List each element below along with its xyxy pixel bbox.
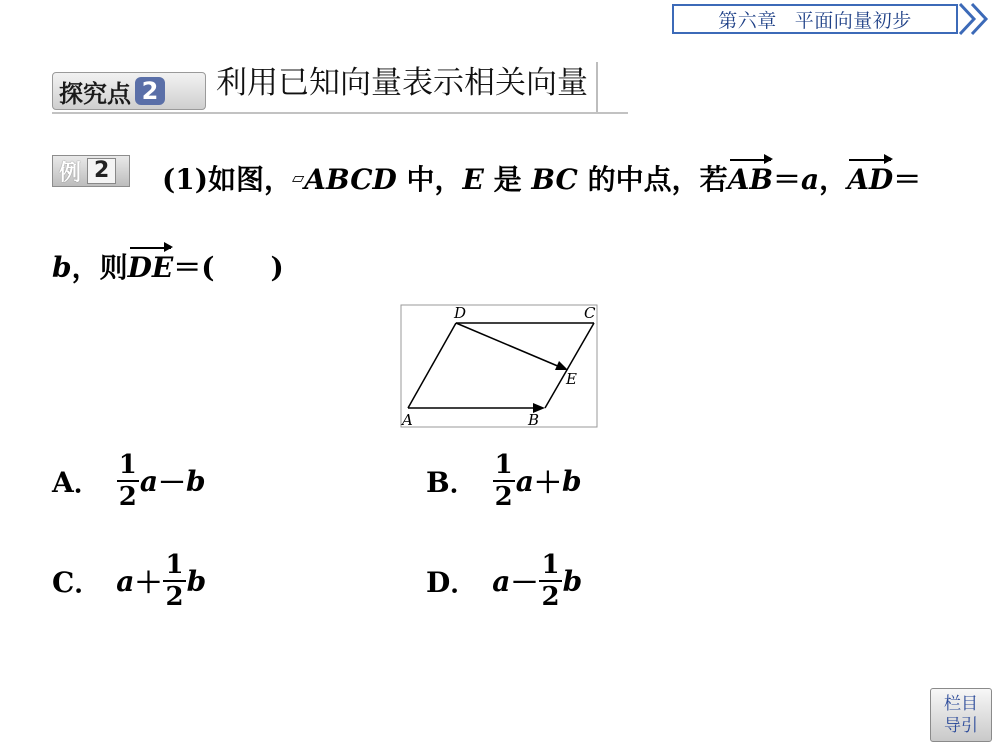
example-tag — [52, 155, 130, 187]
chapter-title: 平面向量初步 — [794, 9, 912, 32]
example-number: 2 — [87, 158, 116, 184]
question-line-2 — [52, 246, 284, 286]
question-text: 是 — [483, 163, 532, 196]
vector-de: DE — [127, 251, 174, 284]
vector-b: b — [52, 251, 72, 284]
label-c: C — [584, 304, 596, 322]
section-divider — [52, 112, 628, 114]
option-c-label: C． — [52, 566, 103, 599]
chapter-number: 第六章 — [718, 9, 777, 32]
question-text: 的中点，若 — [577, 163, 728, 196]
question-part: (1)如图， — [162, 163, 292, 196]
equals-sign: ＝ — [773, 163, 802, 196]
shape-name: ABCD — [304, 163, 397, 196]
option-b-label: B． — [426, 466, 478, 499]
option-d-label: D． — [426, 566, 479, 599]
double-chevron-icon — [956, 2, 996, 36]
label-b: B — [528, 411, 540, 428]
fraction: $\frac{1}{2}$ — [165, 550, 184, 612]
question-text: 中， — [396, 163, 463, 196]
fraction: $\frac{1}{2}$ — [541, 550, 560, 612]
label-d: D — [454, 304, 467, 322]
label-e: E — [566, 370, 577, 388]
question-text: ，则 — [71, 251, 128, 284]
option-b[interactable]: B． $\frac{1}{2}$ a ＋ b — [426, 450, 582, 512]
vector-a: a — [801, 163, 820, 196]
fraction: $\frac{1}{2}$ — [494, 450, 513, 512]
parallelogram-figure — [400, 304, 598, 428]
segment-bc: BC — [531, 163, 578, 196]
option-a-label: A． — [52, 466, 102, 499]
section-tag-label: 探究点 — [59, 79, 131, 108]
fraction: $\frac{1}{2}$ — [118, 450, 137, 512]
label-a: A — [402, 411, 413, 428]
comma: ， — [819, 163, 848, 196]
nav-line-1: 栏目 — [944, 694, 978, 714]
point-e: E — [462, 163, 484, 196]
option-c[interactable]: C． a ＋ $\frac{1}{2}$ b — [52, 550, 207, 612]
vector-ab: AB — [727, 163, 773, 196]
section-title: 利用已知向量表示相关向量 — [216, 62, 598, 112]
vector-ad: AD — [847, 163, 894, 196]
question-line-1 — [162, 158, 921, 198]
example-label: 例 — [59, 160, 82, 186]
chapter-banner — [672, 4, 958, 34]
answer-blank: ＝( ) — [173, 251, 284, 284]
parallelogram-symbol-icon: ▱ — [291, 168, 305, 187]
option-a[interactable]: A． $\frac{1}{2}$ a － b — [52, 450, 206, 512]
section-number: 2 — [135, 77, 165, 105]
equals-sign: ＝ — [893, 163, 922, 196]
section-tag — [52, 72, 206, 110]
option-d[interactable]: D． a － $\frac{1}{2}$ b — [426, 550, 583, 612]
nav-line-2: 导引 — [944, 716, 978, 736]
section-guide-button[interactable] — [930, 688, 992, 742]
